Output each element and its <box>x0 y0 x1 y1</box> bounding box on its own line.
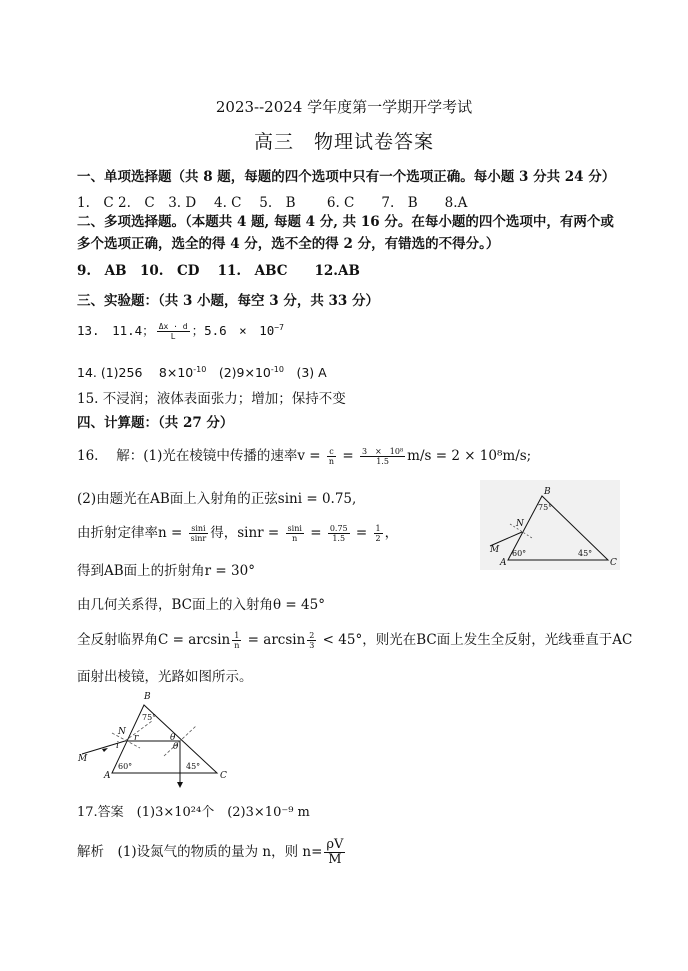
prism-figure-small <box>480 480 620 570</box>
frac-den: 2 <box>375 534 381 543</box>
q16-frac-23 <box>307 631 316 650</box>
q16-line1-result: m/s = 2 × 10⁸m/s; <box>407 448 532 464</box>
q13-exponent: −7 <box>274 322 284 332</box>
q14-answer <box>77 363 327 381</box>
exam-title: 2023--2024 学年度第一学期开学考试 <box>215 98 473 116</box>
vertex-b-label: B <box>544 487 551 497</box>
angle-a-label: 60° <box>512 549 527 558</box>
q14-part2: (2)9×10 <box>206 365 271 380</box>
section2-heading-line2: 多个选项正确，选全的得 4 分，选不全的得 2 分，有错选的不得分。） <box>77 236 500 252</box>
q16-frac-1n <box>232 631 241 650</box>
frac-den: sinr <box>190 534 207 543</box>
vertex-a-label: A <box>104 771 111 781</box>
section4-heading: 四、计算题：（共 27 分） <box>77 415 234 431</box>
q13-prefix: 13. 11.4； <box>77 323 155 338</box>
q16-line3 <box>77 521 398 543</box>
reflected-dashed-line <box>125 721 152 741</box>
frac-den: 3 <box>309 641 315 650</box>
frac-num: 1 <box>234 631 240 640</box>
q16-line1 <box>77 444 531 466</box>
angle-c-label: 45° <box>186 762 201 771</box>
frac-den: n <box>292 534 298 543</box>
frac-num: 3 × 10⁸ <box>361 447 404 456</box>
frac-num: c <box>329 447 334 456</box>
frac-den: M <box>328 852 342 867</box>
q16-frac-snell <box>189 524 209 543</box>
point-m-label: M <box>78 754 88 764</box>
q16-line3-text2: 得，sinr = <box>210 525 284 541</box>
angle-b-label: 75° <box>538 503 553 512</box>
exit-arrow-icon <box>177 782 183 788</box>
q14-part3: (3) A <box>283 365 327 380</box>
angle-r-label: r <box>134 733 139 743</box>
q16-line5: 由几何关系得，BC面上的入射角θ = 45° <box>77 597 325 613</box>
q16-frac-sinr <box>286 524 304 543</box>
equals-sign: = <box>351 525 372 541</box>
q17-fraction <box>324 838 345 867</box>
frac-num: sini <box>191 524 206 533</box>
section2-heading-line1: 二、多项选择题。（本题共 4 题, 每题 4 分, 共 16 分。在每小题的四个选项中，有两个或 <box>77 214 614 230</box>
q13-frac-den: L <box>170 332 176 341</box>
q16-line7: 面射出棱镜，光路如图所示。 <box>77 669 253 685</box>
exam-subtitle: 高三 物理试卷答案 <box>253 131 434 153</box>
frac-num: 0.75 <box>329 524 348 533</box>
q13-suffix: ；5.6 × 10 <box>191 323 275 338</box>
angle-i-label: i <box>116 741 119 751</box>
q13-fraction <box>157 322 190 341</box>
q17-analysis <box>77 838 347 867</box>
q16-frac-half <box>374 524 383 543</box>
section1-heading: 一、单项选择题（共 8 题，每题的四个选项中只有一个选项正确。每小题 3 分共 24 分） <box>77 169 616 185</box>
point-n-label: N <box>118 727 126 737</box>
q16-line1-text: 16. 解：(1)光在棱镜中传播的速率v = <box>77 448 325 464</box>
q16-line6 <box>77 628 632 650</box>
section3-heading: 三、实验题：（共 3 小题，每空 3 分，共 33 分） <box>77 293 380 309</box>
vertex-a-label: A <box>500 558 507 568</box>
frac-num: sini <box>287 524 302 533</box>
frac-num: 1 <box>375 524 381 533</box>
q16-line6-text: 全反射临界角C = arcsin <box>77 632 231 648</box>
q16-frac-c-n <box>327 447 336 466</box>
vertex-c-label: C <box>220 771 227 781</box>
q16-line4: 得到AB面上的折射角r = 30° <box>77 563 255 579</box>
angle-theta1-label: θ <box>170 733 176 743</box>
q16-line2: (2)由题光在AB面上入射角的正弦sini = 0.75, <box>77 491 357 507</box>
comma: ， <box>384 525 399 541</box>
q16-frac-speed <box>360 447 405 466</box>
frac-den: 1.5 <box>376 457 389 466</box>
frac-num: 2 <box>309 631 315 640</box>
q16-frac-ratio <box>328 524 350 543</box>
frac-den: 1.5 <box>332 534 346 543</box>
section1-answers: 1. C 2. C 3. D 4. C 5. B 6. C 7. B 8.A <box>77 195 468 211</box>
q14-part1: 14. (1)256 8×10 <box>77 365 194 380</box>
section2-answers: 9. AB 10. CD 11. ABC 12.AB <box>77 263 360 279</box>
angle-c-label: 45° <box>578 549 593 558</box>
q13-answer <box>77 321 284 341</box>
equals-sign: = <box>338 448 358 464</box>
angle-b-label: 75° <box>142 713 157 722</box>
q16-line6-text3: < 45°，则光在BC面上发生全反射，光线垂直于AC <box>318 632 633 648</box>
angle-theta2-label: θ <box>173 742 179 752</box>
frac-den: n <box>328 457 335 466</box>
q16-line3-text: 由折射定律率n = <box>77 525 187 541</box>
prism-figure-light-path <box>72 688 242 798</box>
q17-analysis-text: 解析 (1)设氮气的物质的量为 n，则 n= <box>77 844 323 860</box>
q13-frac-num: Δx · d <box>158 322 188 331</box>
q17-answer: 17.答案 (1)3×10²⁴个 (2)3×10⁻⁹ m <box>77 805 310 820</box>
angle-a-label: 60° <box>118 762 133 771</box>
point-m-label: M <box>490 545 500 555</box>
vertex-b-label: B <box>144 692 151 702</box>
equals-sign: = <box>305 525 326 541</box>
vertex-c-label: C <box>610 558 617 568</box>
incident-arrow-icon <box>102 748 108 752</box>
point-n-label: N <box>516 519 524 529</box>
q15-answer: 15. 不浸润；液体表面张力；增加；保持不变 <box>77 391 346 407</box>
q14-exp1: -10 <box>193 364 207 374</box>
q16-line6-text2: = arcsin <box>243 632 306 648</box>
frac-den: n <box>234 641 240 650</box>
frac-num: ρV <box>326 837 344 852</box>
q14-exp2: -10 <box>270 364 284 374</box>
